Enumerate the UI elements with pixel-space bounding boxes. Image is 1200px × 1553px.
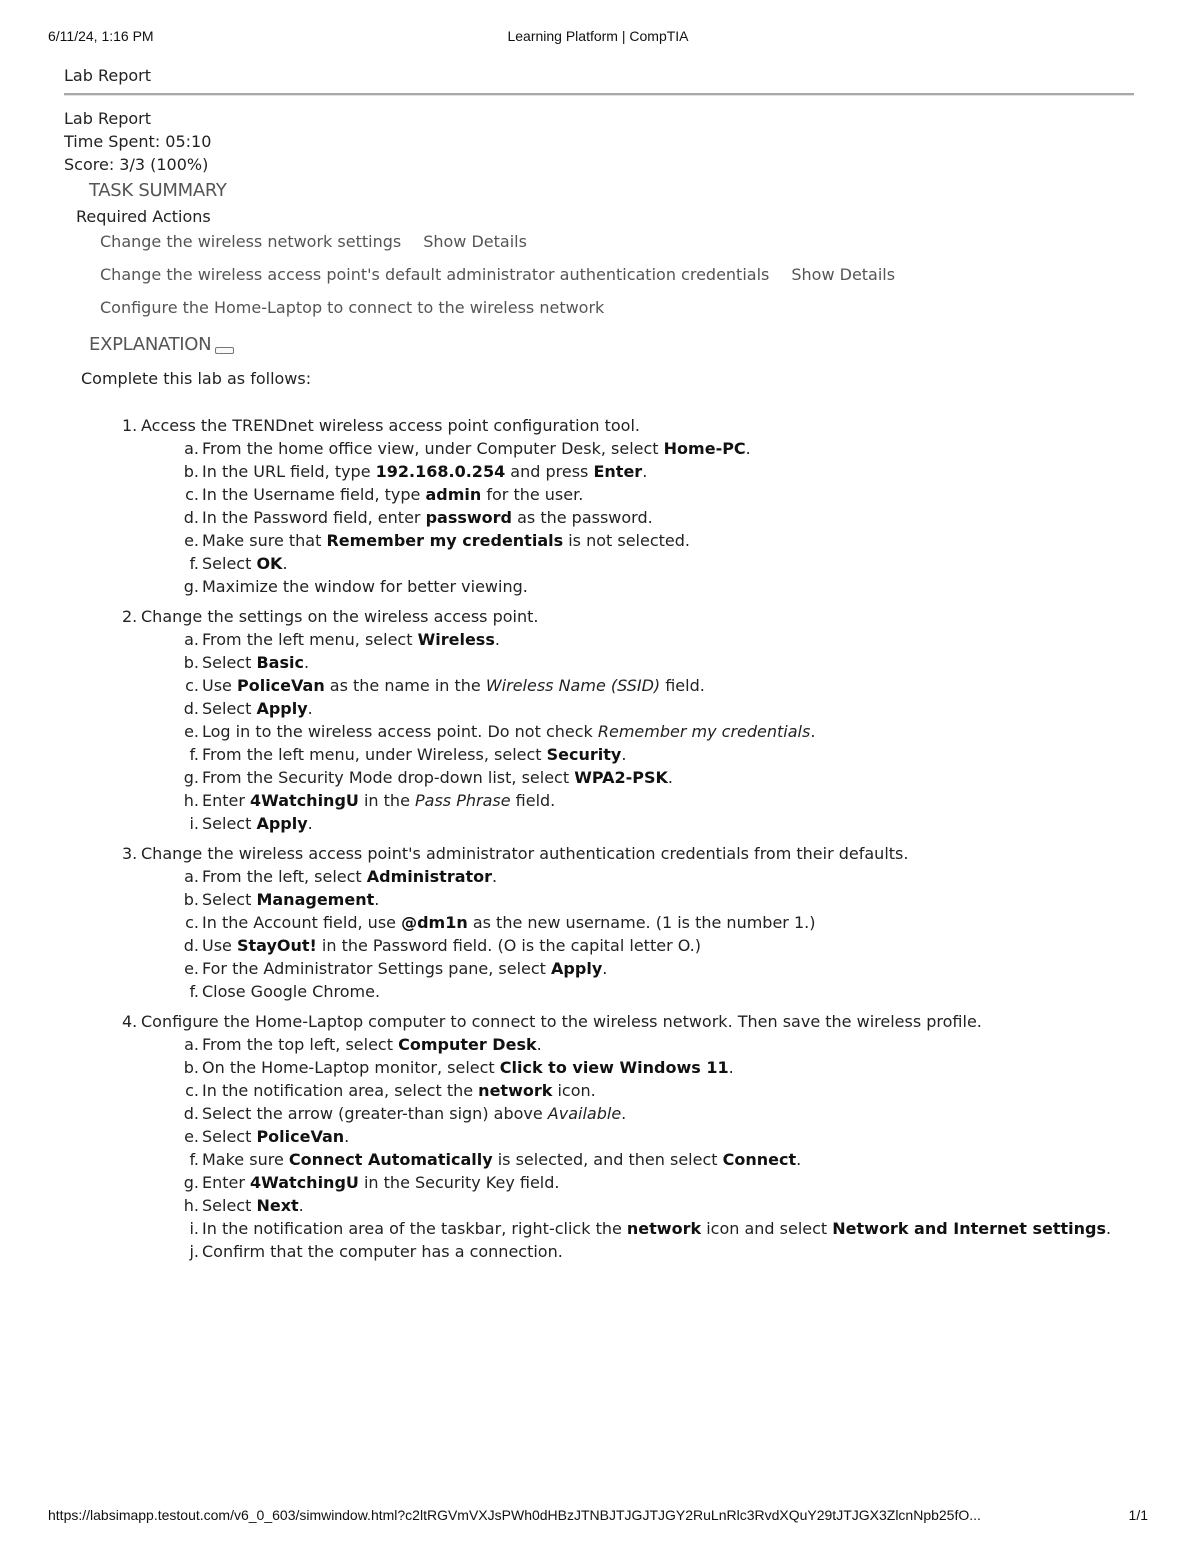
text-run: . [642, 462, 648, 481]
substep-item [183, 1171, 1181, 1194]
substep-item [189, 980, 1181, 1003]
emphasized-text: Wireless [417, 630, 495, 649]
substep-letter: f. [189, 554, 199, 573]
substep-item [183, 789, 1181, 812]
task-summary-title: TASK SUMMARY [89, 180, 227, 201]
step-item [122, 414, 1181, 598]
time-spent: Time Spent: 05:10 [64, 132, 212, 151]
text-run: and press [505, 462, 594, 481]
text-run: . [492, 867, 498, 886]
substep-letter: g. [183, 768, 199, 787]
italic-text: Remember my credentials [597, 722, 811, 741]
text-run: . [536, 1035, 542, 1054]
report-subheading: Lab Report [64, 109, 151, 128]
substep-item [183, 651, 1181, 674]
step-heading [122, 414, 1181, 437]
text-run: . [298, 1196, 304, 1215]
substep-letter: a. [184, 630, 199, 649]
substep-item [184, 1125, 1181, 1148]
substep-letter: h. [183, 1196, 199, 1215]
emphasized-text: password [425, 508, 512, 527]
substep-letter: f. [189, 982, 199, 1001]
emphasized-text: Apply [551, 959, 603, 978]
emphasized-text: OK [256, 554, 283, 573]
text-run: From the top left, select [202, 1035, 399, 1054]
text-run: icon. [552, 1081, 596, 1100]
substep-item [185, 1079, 1181, 1102]
text-run: In the notification area of the taskbar, right-click the [202, 1219, 627, 1238]
explanation-intro: Complete this lab as follows: [81, 369, 312, 388]
text-run: From the left, select [202, 867, 367, 886]
substep-letter: f. [189, 1150, 199, 1169]
required-action-label: Change the wireless network settings [100, 232, 402, 251]
text-run: Change the wireless access point's administrator authentication credentials from their defaults. [141, 844, 909, 863]
text-run: Use [202, 676, 237, 695]
emphasized-text: network [478, 1081, 553, 1100]
text-run: From the left menu, select [202, 630, 418, 649]
text-run: is selected, and then select [492, 1150, 723, 1169]
text-run: For the Administrator Settings pane, select [202, 959, 552, 978]
substep-letter: d. [183, 699, 199, 718]
text-run: Select [202, 699, 257, 718]
step-number: 4. [122, 1012, 138, 1031]
text-run: . [307, 699, 313, 718]
substep-letter: f. [189, 745, 199, 764]
required-action [100, 297, 895, 330]
text-run: . [344, 1127, 350, 1146]
text-run: Enter [202, 1173, 251, 1192]
text-run: . [810, 722, 816, 741]
emphasized-text: Connect [722, 1150, 797, 1169]
step-item [122, 842, 1181, 1003]
step-heading [122, 1010, 1181, 1033]
text-run: for the user. [481, 485, 584, 504]
text-run: as the new username. (1 is the number 1.) [467, 913, 816, 932]
step-heading [122, 842, 1181, 865]
show-details-link[interactable]: Show Details [791, 265, 896, 284]
emphasized-text: Remember my credentials [326, 531, 564, 550]
substep-item [184, 628, 1181, 651]
text-run: field. [660, 676, 705, 695]
substep-letter: e. [184, 959, 199, 978]
step-heading [122, 605, 1181, 628]
substep-item [183, 506, 1181, 529]
explanation-steps [122, 414, 1181, 1270]
explanation-header [89, 334, 234, 355]
substep-letter: b. [183, 890, 199, 909]
print-date: 6/11/24, 1:16 PM [48, 28, 154, 44]
substep-list [141, 865, 1181, 1003]
text-run: Log in to the wireless access point. Do not check [202, 722, 598, 741]
heading-divider [64, 93, 1134, 96]
collapse-toggle-icon[interactable] [215, 347, 234, 354]
emphasized-text: PoliceVan [256, 1127, 345, 1146]
italic-text: Wireless Name (SSID) [485, 676, 661, 695]
text-run: Enter [202, 791, 251, 810]
italic-text: Available [547, 1104, 622, 1123]
substep-letter: e. [184, 531, 199, 550]
substep-letter: i. [189, 814, 199, 833]
text-run: Make sure that [202, 531, 327, 550]
text-run: In the Password field, enter [202, 508, 426, 527]
text-run: as the name in the [324, 676, 486, 695]
required-action-label: Configure the Home-Laptop to connect to the wireless network [100, 298, 605, 317]
emphasized-text: Security [546, 745, 622, 764]
text-run: From the left menu, under Wireless, select [202, 745, 547, 764]
text-run: From the Security Mode drop-down list, select [202, 768, 575, 787]
show-details-link[interactable]: Show Details [423, 232, 527, 251]
text-run: Access the TRENDnet wireless access point configuration tool. [141, 416, 640, 435]
required-actions-title: Required Actions [76, 207, 211, 226]
emphasized-text: Apply [256, 814, 308, 833]
substep-list [141, 1033, 1181, 1263]
score: Score: 3/3 (100%) [64, 155, 209, 174]
substep-item [183, 934, 1181, 957]
emphasized-text: Connect Automatically [288, 1150, 493, 1169]
text-run: . [796, 1150, 802, 1169]
required-actions-list [100, 231, 895, 330]
text-run: . [374, 890, 380, 909]
text-run: Close Google Chrome. [202, 982, 381, 1001]
substep-item [183, 1056, 1181, 1079]
emphasized-text: Click to view Windows 11 [499, 1058, 729, 1077]
text-run: . [307, 814, 313, 833]
text-run: On the Home-Laptop monitor, select [202, 1058, 500, 1077]
emphasized-text: Basic [256, 653, 304, 672]
substep-list [141, 437, 1181, 598]
substep-item [185, 911, 1181, 934]
substep-item [183, 697, 1181, 720]
text-run: . [602, 959, 608, 978]
italic-text: Pass Phrase [415, 791, 511, 810]
substep-letter: d. [183, 936, 199, 955]
text-run: Change the settings on the wireless access point. [141, 607, 539, 626]
step-item [122, 605, 1181, 835]
text-run: In the URL field, type [202, 462, 376, 481]
substep-item [184, 865, 1181, 888]
emphasized-text: network [626, 1219, 702, 1238]
text-run: In the notification area, select the [202, 1081, 479, 1100]
substep-item [189, 1240, 1181, 1263]
substep-letter: c. [185, 913, 199, 932]
text-run: Select [202, 554, 257, 573]
substep-letter: c. [185, 676, 199, 695]
substep-letter: a. [184, 867, 199, 886]
text-run: Select [202, 1127, 257, 1146]
substep-item [183, 766, 1181, 789]
required-action [100, 231, 895, 264]
step-number: 2. [122, 607, 138, 626]
substep-item [183, 1102, 1181, 1125]
substep-item [183, 575, 1181, 598]
substep-letter: b. [183, 653, 199, 672]
substep-letter: g. [183, 577, 199, 596]
substep-letter: d. [183, 508, 199, 527]
print-page-title: Learning Platform | CompTIA [507, 28, 689, 44]
text-run: . [303, 653, 310, 672]
text-run: Select [202, 814, 257, 833]
emphasized-text: Next [256, 1196, 299, 1215]
text-run: in the Security Key field. [358, 1173, 560, 1192]
substep-letter: a. [184, 439, 199, 458]
substep-item [184, 1033, 1181, 1056]
report-meta [64, 107, 211, 176]
text-run: field. [510, 791, 556, 810]
text-run: Select the arrow (greater-than sign) above [202, 1104, 548, 1123]
substep-letter: b. [183, 462, 199, 481]
emphasized-text: Enter [593, 462, 643, 481]
substep-letter: b. [183, 1058, 199, 1077]
substep-item [189, 812, 1181, 835]
substep-letter: c. [185, 485, 199, 504]
emphasized-text: admin [425, 485, 482, 504]
text-run: Confirm that the computer has a connection. [202, 1242, 563, 1261]
substep-item [189, 743, 1181, 766]
text-run: Configure the Home-Laptop computer to connect to the wireless network. Then save the wireless profile. [141, 1012, 982, 1031]
text-run: . [728, 1058, 734, 1077]
substep-letter: d. [183, 1104, 199, 1123]
required-action-label: Change the wireless access point's default administrator authentication credentials [100, 265, 770, 284]
text-run: In the Username field, type [202, 485, 426, 504]
text-run: . [621, 745, 627, 764]
text-run: Maximize the window for better viewing. [202, 577, 528, 596]
substep-letter: e. [184, 722, 199, 741]
required-action [100, 264, 895, 297]
text-run: Make sure [202, 1150, 289, 1169]
emphasized-text: StayOut! [236, 936, 317, 955]
substep-item [184, 437, 1181, 460]
substep-list [141, 628, 1181, 835]
substep-letter: c. [185, 1081, 199, 1100]
text-run: . [282, 554, 288, 573]
emphasized-text: Network and Internet settings [832, 1219, 1106, 1238]
text-run: icon and select [701, 1219, 833, 1238]
emphasized-text: Apply [256, 699, 308, 718]
text-run: Select [202, 653, 257, 672]
substep-item [189, 1148, 1181, 1171]
emphasized-text: Management [256, 890, 375, 909]
print-header [48, 28, 1148, 48]
print-page-number: 1/1 [1128, 1507, 1148, 1523]
substep-letter: j. [189, 1242, 199, 1261]
step-item [122, 1010, 1181, 1263]
substep-letter: e. [184, 1127, 199, 1146]
substep-item [189, 1217, 1181, 1240]
emphasized-text: Home-PC [663, 439, 746, 458]
substep-item [184, 529, 1181, 552]
text-run: Select [202, 890, 257, 909]
emphasized-text: 192.168.0.254 [375, 462, 506, 481]
substep-item [183, 1194, 1181, 1217]
explanation-title: EXPLANATION [89, 334, 212, 355]
substep-letter: g. [183, 1173, 199, 1192]
substep-item [183, 460, 1181, 483]
text-run: as the password. [512, 508, 653, 527]
text-run: . [667, 768, 674, 787]
text-run: . [1105, 1219, 1112, 1238]
substep-item [184, 957, 1181, 980]
emphasized-text: Administrator [366, 867, 493, 886]
substep-item [184, 720, 1181, 743]
substep-item [183, 888, 1181, 911]
text-run: . [621, 1104, 627, 1123]
print-url: https://labsimapp.testout.com/v6_0_603/simwindow.html?c2ltRGVmVXJsPWh0dHBzJTNBJTJGJTJGY2RuLnRlc3RvdXQuY29tJTJGX3ZlcnNpb25fO... [48, 1507, 981, 1523]
text-run: . [494, 630, 500, 649]
emphasized-text: @dm1n [401, 913, 468, 932]
text-run: In the Account field, use [202, 913, 402, 932]
emphasized-text: PoliceVan [236, 676, 325, 695]
text-run: Use [202, 936, 237, 955]
step-number: 3. [122, 844, 138, 863]
emphasized-text: Computer Desk [398, 1035, 537, 1054]
print-footer [48, 1507, 1148, 1527]
substep-item [189, 552, 1181, 575]
step-number: 1. [122, 416, 138, 435]
text-run: From the home office view, under Computer Desk, select [202, 439, 664, 458]
emphasized-text: 4WatchingU [250, 1173, 359, 1192]
text-run: in the [358, 791, 415, 810]
substep-letter: h. [183, 791, 199, 810]
substep-letter: i. [189, 1219, 199, 1238]
substep-item [185, 483, 1181, 506]
text-run: is not selected. [563, 531, 690, 550]
substep-item [185, 674, 1181, 697]
substep-letter: a. [184, 1035, 199, 1054]
report-heading: Lab Report [64, 66, 151, 85]
emphasized-text: 4WatchingU [250, 791, 359, 810]
emphasized-text: WPA2-PSK [574, 768, 668, 787]
text-run: Select [202, 1196, 257, 1215]
text-run: in the Password field. (O is the capital letter O.) [316, 936, 702, 955]
text-run: . [745, 439, 751, 458]
